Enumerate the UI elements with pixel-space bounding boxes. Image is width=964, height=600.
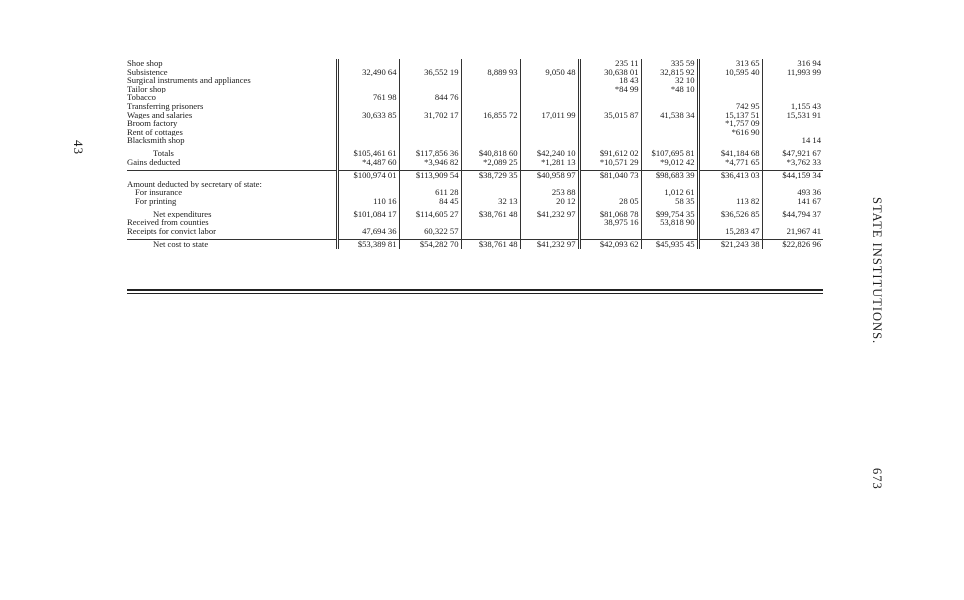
- table-row: [127, 102, 823, 111]
- amount-cell: [399, 180, 461, 189]
- table-row: [127, 171, 823, 180]
- amount-cell: [520, 93, 579, 102]
- amount-cell: $40,818 60: [461, 149, 520, 158]
- amount-cell: [520, 76, 579, 85]
- amount-cell: $36,526 85: [698, 210, 762, 219]
- amount-cell: [337, 76, 399, 85]
- amount-cell: $101,084 17: [337, 210, 399, 219]
- amount-cell: *10,571 29: [579, 158, 641, 167]
- amount-cell: *3,762 33: [762, 158, 823, 167]
- amount-cell: [399, 128, 461, 137]
- amount-cell: *2,089 25: [461, 158, 520, 167]
- table-row: [127, 136, 823, 145]
- amount-cell: [579, 128, 641, 137]
- amount-cell: $44,159 34: [762, 171, 823, 180]
- amount-cell: 47,694 36: [337, 227, 399, 236]
- amount-cell: [461, 136, 520, 145]
- row-label: For insurance: [135, 188, 183, 197]
- left-page-number: 43: [71, 140, 86, 155]
- row-label: Shoe shop: [127, 59, 163, 68]
- amount-cell: [399, 102, 461, 111]
- amount-cell: $36,413 03: [698, 171, 762, 180]
- amount-cell: *616 90: [698, 128, 762, 137]
- bottom-rule: [127, 289, 823, 294]
- amount-cell: 253 88: [520, 188, 579, 197]
- amount-cell: [762, 180, 823, 189]
- amount-cell: $53,389 81: [337, 240, 399, 249]
- amount-cell: 493 36: [762, 188, 823, 197]
- amount-cell: $40,958 97: [520, 171, 579, 180]
- row-label: Net cost to state: [153, 239, 209, 249]
- amount-cell: $42,093 62: [579, 240, 641, 249]
- amount-cell: [762, 128, 823, 137]
- amount-cell: *4,487 60: [337, 158, 399, 167]
- table-row: [127, 93, 823, 102]
- amount-cell: 21,967 41: [762, 227, 823, 236]
- amount-cell: *9,012 42: [641, 158, 698, 167]
- amount-cell: 35,015 87: [579, 111, 641, 120]
- amount-cell: 335 59: [641, 59, 698, 68]
- amount-cell: [520, 59, 579, 68]
- amount-cell: [641, 93, 698, 102]
- amount-cell: 14 14: [762, 136, 823, 145]
- amount-cell: [579, 136, 641, 145]
- amount-cell: [520, 85, 579, 94]
- amount-cell: 20 12: [520, 197, 579, 206]
- amount-cell: 742 95: [698, 102, 762, 111]
- amount-cell: 32 13: [461, 197, 520, 206]
- amount-cell: 30,638 01: [579, 68, 641, 77]
- amount-cell: [698, 93, 762, 102]
- amount-cell: $45,935 45: [641, 240, 698, 249]
- amount-cell: 84 45: [399, 197, 461, 206]
- amount-cell: $21,243 38: [698, 240, 762, 249]
- amount-cell: *84 99: [579, 85, 641, 94]
- amount-cell: 110 16: [337, 197, 399, 206]
- amount-cell: [520, 128, 579, 137]
- table-row: [127, 149, 823, 158]
- ledger-table: [127, 59, 823, 249]
- amount-cell: [762, 119, 823, 128]
- amount-cell: 53,818 90: [641, 218, 698, 227]
- amount-cell: [520, 102, 579, 111]
- amount-cell: [520, 218, 579, 227]
- row-label: [127, 171, 337, 180]
- row-label: Wages and salaries: [127, 110, 193, 120]
- amount-cell: 611 28: [399, 188, 461, 197]
- row-label: Transferring prisoners: [127, 101, 204, 111]
- table-row: [127, 111, 823, 120]
- amount-cell: [399, 85, 461, 94]
- amount-cell: 32,815 92: [641, 68, 698, 77]
- amount-cell: [337, 59, 399, 68]
- row-label: Broom factory: [127, 119, 178, 128]
- amount-cell: [520, 136, 579, 145]
- row-label: Net expenditures: [153, 209, 212, 219]
- row-label: Surgical instruments and appliances: [127, 76, 251, 85]
- amount-cell: [641, 102, 698, 111]
- row-label: Tobacco: [127, 93, 156, 102]
- amount-cell: $38,729 35: [461, 171, 520, 180]
- amount-cell: $117,856 36: [399, 149, 461, 158]
- amount-cell: [461, 128, 520, 137]
- row-label: Received from counties: [127, 218, 209, 227]
- amount-cell: 16,855 72: [461, 111, 520, 120]
- amount-cell: [762, 218, 823, 227]
- amount-cell: [579, 102, 641, 111]
- amount-cell: [461, 188, 520, 197]
- amount-cell: [520, 180, 579, 189]
- table-row: [127, 197, 823, 206]
- amount-cell: 31,702 17: [399, 111, 461, 120]
- amount-cell: [641, 180, 698, 189]
- amount-cell: $91,612 02: [579, 149, 641, 158]
- amount-cell: [399, 119, 461, 128]
- expenditure-ledger: [127, 59, 823, 249]
- amount-cell: 17,011 99: [520, 111, 579, 120]
- amount-cell: *1,757 09: [698, 119, 762, 128]
- amount-cell: $81,040 73: [579, 171, 641, 180]
- table-row: [127, 210, 823, 219]
- amount-cell: [337, 85, 399, 94]
- amount-cell: 58 35: [641, 197, 698, 206]
- amount-cell: [337, 136, 399, 145]
- amount-cell: $47,921 67: [762, 149, 823, 158]
- amount-cell: [461, 93, 520, 102]
- amount-cell: [698, 188, 762, 197]
- amount-cell: [641, 227, 698, 236]
- amount-cell: 316 94: [762, 59, 823, 68]
- row-label: Rent of cottages: [127, 127, 183, 137]
- row-label: Amount deducted by secretary of state:: [127, 179, 262, 189]
- amount-cell: [698, 218, 762, 227]
- amount-cell: [698, 85, 762, 94]
- table-row: [127, 85, 823, 94]
- amount-cell: 141 67: [762, 197, 823, 206]
- amount-cell: [461, 218, 520, 227]
- amount-cell: *4,771 65: [698, 158, 762, 167]
- amount-cell: 28 05: [579, 197, 641, 206]
- amount-cell: [762, 93, 823, 102]
- amount-cell: [641, 128, 698, 137]
- amount-cell: 113 82: [698, 197, 762, 206]
- amount-cell: *48 10: [641, 85, 698, 94]
- running-title: STATE INSTITUTIONS.: [870, 197, 884, 345]
- amount-cell: [461, 180, 520, 189]
- amount-cell: [461, 85, 520, 94]
- amount-cell: [337, 188, 399, 197]
- amount-cell: 9,050 48: [520, 68, 579, 77]
- amount-cell: [579, 119, 641, 128]
- amount-cell: $38,761 48: [461, 210, 520, 219]
- amount-cell: [399, 218, 461, 227]
- amount-cell: [762, 85, 823, 94]
- table-row: [127, 158, 823, 167]
- table-row: [127, 59, 823, 68]
- amount-cell: [337, 218, 399, 227]
- amount-cell: $41,184 68: [698, 149, 762, 158]
- amount-cell: [698, 136, 762, 145]
- amount-cell: *1,281 13: [520, 158, 579, 167]
- amount-cell: [337, 128, 399, 137]
- amount-cell: 15,283 47: [698, 227, 762, 236]
- table-row: [127, 128, 823, 137]
- amount-cell: [698, 180, 762, 189]
- amount-cell: 10,595 40: [698, 68, 762, 77]
- table-row: [127, 218, 823, 227]
- amount-cell: [399, 59, 461, 68]
- amount-cell: [579, 93, 641, 102]
- row-label: Receipts for convict labor: [127, 226, 217, 236]
- row-label: Tailor shop: [127, 84, 166, 94]
- table-row: [127, 76, 823, 85]
- amount-cell: 15,137 51: [698, 111, 762, 120]
- amount-cell: 11,993 99: [762, 68, 823, 77]
- amount-cell: 60,322 57: [399, 227, 461, 236]
- table-row: [127, 227, 823, 236]
- row-label: Subsistence: [127, 67, 168, 77]
- table-row: [127, 188, 823, 197]
- amount-cell: [698, 76, 762, 85]
- amount-cell: [461, 102, 520, 111]
- amount-cell: 32,490 64: [337, 68, 399, 77]
- amount-cell: [337, 102, 399, 111]
- amount-cell: [461, 59, 520, 68]
- amount-cell: [461, 76, 520, 85]
- table-row: [127, 119, 823, 128]
- amount-cell: 38,975 16: [579, 218, 641, 227]
- right-page-number: 673: [870, 468, 884, 490]
- amount-cell: [579, 227, 641, 236]
- amount-cell: $41,232 97: [520, 240, 579, 249]
- amount-cell: $54,282 70: [399, 240, 461, 249]
- amount-cell: $99,754 35: [641, 210, 698, 219]
- row-label: Totals: [153, 148, 174, 158]
- amount-cell: 313 65: [698, 59, 762, 68]
- amount-cell: [399, 76, 461, 85]
- amount-cell: $38,761 48: [461, 240, 520, 249]
- amount-cell: 30,633 85: [337, 111, 399, 120]
- amount-cell: [337, 119, 399, 128]
- table-row: [127, 180, 823, 189]
- amount-cell: 36,552 19: [399, 68, 461, 77]
- amount-cell: 1,155 43: [762, 102, 823, 111]
- amount-cell: [461, 119, 520, 128]
- table-row: [127, 68, 823, 77]
- amount-cell: $81,068 78: [579, 210, 641, 219]
- amount-cell: [579, 180, 641, 189]
- amount-cell: [461, 227, 520, 236]
- amount-cell: $41,232 97: [520, 210, 579, 219]
- row-label: For printing: [135, 196, 177, 206]
- amount-cell: 18 43: [579, 76, 641, 85]
- amount-cell: 41,538 34: [641, 111, 698, 120]
- amount-cell: [641, 136, 698, 145]
- amount-cell: [641, 119, 698, 128]
- amount-cell: [579, 188, 641, 197]
- amount-cell: *3,946 82: [399, 158, 461, 167]
- row-label: Blacksmith shop: [127, 136, 185, 145]
- amount-cell: [762, 76, 823, 85]
- amount-cell: $22,826 96: [762, 240, 823, 249]
- amount-cell: $42,240 10: [520, 149, 579, 158]
- amount-cell: 761 98: [337, 93, 399, 102]
- amount-cell: 8,889 93: [461, 68, 520, 77]
- amount-cell: $107,695 81: [641, 149, 698, 158]
- amount-cell: $105,461 61: [337, 149, 399, 158]
- amount-cell: 1,012 61: [641, 188, 698, 197]
- amount-cell: 32 10: [641, 76, 698, 85]
- amount-cell: $98,683 39: [641, 171, 698, 180]
- amount-cell: 15,531 91: [762, 111, 823, 120]
- amount-cell: [399, 136, 461, 145]
- row-label: Gains deducted: [127, 157, 181, 167]
- amount-cell: $114,605 27: [399, 210, 461, 219]
- amount-cell: [520, 227, 579, 236]
- amount-cell: [520, 119, 579, 128]
- amount-cell: 844 76: [399, 93, 461, 102]
- amount-cell: 235 11: [579, 59, 641, 68]
- table-row: [127, 240, 823, 249]
- amount-cell: $100,974 01: [337, 171, 399, 180]
- amount-cell: [337, 180, 399, 189]
- amount-cell: $44,794 37: [762, 210, 823, 219]
- amount-cell: $113,909 54: [399, 171, 461, 180]
